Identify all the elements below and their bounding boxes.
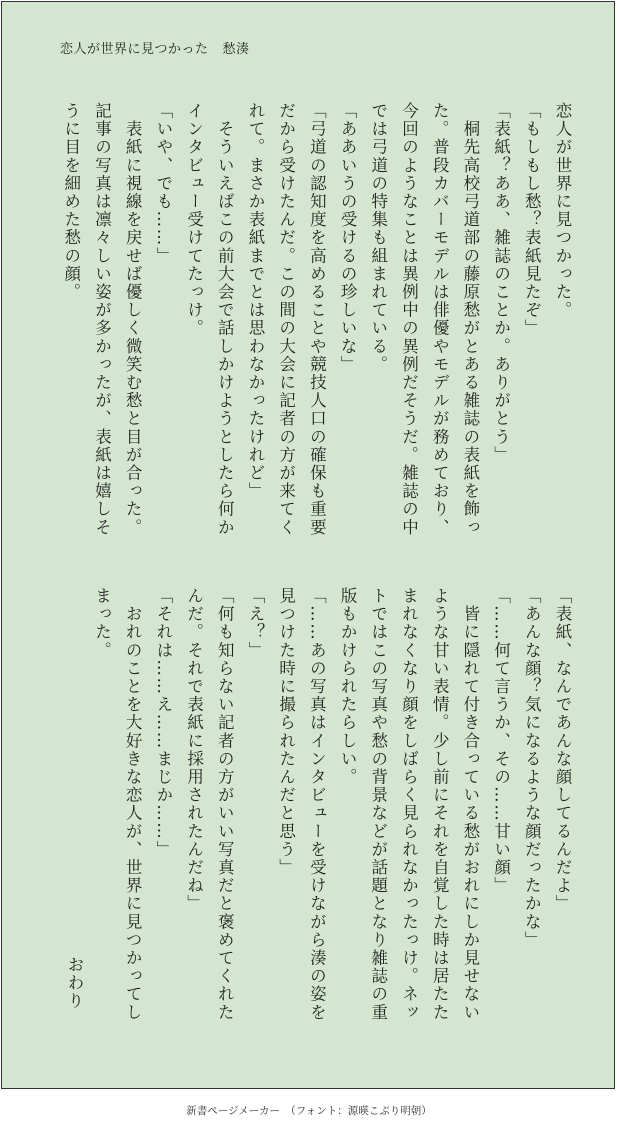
- story-title: 恋人が世界に見つかった: [60, 42, 209, 57]
- text-line: 表紙に視線を戻せば優しく微笑む愁と目が合った。: [123, 102, 143, 537]
- text-column-top: [57, 102, 577, 537]
- ending-mark: おわり: [65, 956, 84, 1011]
- text-line: 「表紙？ああ、雑誌のことか。ありがとう」: [491, 102, 511, 464]
- text-line: 記事の写真は凛々しい姿が多かったが、表紙は嬉しそ: [92, 102, 112, 537]
- text-line: 恋人が世界に見つかった。: [553, 102, 572, 320]
- text-line: おれのことを大好きな恋人が、世界に見つかってし: [123, 587, 143, 1022]
- footer-credit: 新書ページメーカー （フォント：源暎こぶり明朝）: [186, 1105, 432, 1117]
- text-line: 「表紙、なんであんな顔してるんだよ」: [553, 587, 572, 913]
- author-name: 愁湊: [222, 42, 250, 57]
- page-header: [60, 38, 250, 57]
- text-line: まれなくなり顔をしばらく見られなかったっけ。ネッ: [399, 587, 419, 1022]
- text-line: 「あんな顔？気になるような顔だったかな」: [522, 587, 542, 949]
- text-line: まった。: [92, 587, 112, 660]
- book-page: [1, 1, 615, 1089]
- text-line: た。普段カバーモデルは俳優やモデルが務めており、: [430, 102, 450, 537]
- text-line: 皆に隠れて付き合っている愁がおれにしか見せない: [460, 587, 480, 1022]
- text-column-bottom: [57, 587, 577, 1022]
- text-line: 「ああいうの受けるの珍しいな」: [338, 102, 358, 374]
- text-line: 桐先高校弓道部の藤原愁がとある雑誌の表紙を飾っ: [460, 102, 480, 537]
- text-line: 見つけた時に撮られたんだと思う」: [276, 587, 296, 877]
- text-line: 「それは……え……まじか……」: [153, 587, 173, 859]
- text-line: ような甘い表情。少し前にそれを自覚した時は居たた: [430, 587, 450, 1022]
- text-line: んだ。それで表紙に採用されたんだね」: [184, 587, 204, 913]
- text-line: 「弓道の認知度を高めることや競技人口の確保も重要: [307, 102, 327, 537]
- text-line: 「え？」: [245, 587, 265, 660]
- text-line: 「いや、でも……」: [153, 102, 173, 265]
- text-line: だから受けたんだ。この間の大会に記者の方が来てく: [276, 102, 296, 537]
- text-line: 版もかけられたらしい。: [338, 587, 358, 787]
- text-line: 「もしもし愁？表紙見たぞ」: [522, 102, 542, 338]
- text-line: トではこの写真や愁の背景などが話題となり雑誌の重: [368, 587, 388, 1022]
- text-line: インタビュー受けてたっけ。: [184, 102, 204, 338]
- text-line: 今回のようなことは異例中の異例だそうだ。雑誌の中: [399, 102, 419, 537]
- text-line: うに目を細めた愁の顔。: [61, 102, 81, 302]
- text-line: では弓道の特集も組まれている。: [368, 102, 388, 374]
- text-line: そういえばこの前大会で話しかけようとしたら何か: [215, 102, 235, 537]
- text-line: 「……あの写真はインタビューを受けながら湊の姿を: [307, 587, 327, 1022]
- text-line: れて。まさか表紙までとは思わなかったけれど」: [245, 102, 265, 501]
- text-line: 「……何て言うか、その……甘い顔」: [491, 587, 511, 895]
- text-line: 「何も知らない記者の方がいい写真だと褒めてくれた: [215, 587, 235, 1022]
